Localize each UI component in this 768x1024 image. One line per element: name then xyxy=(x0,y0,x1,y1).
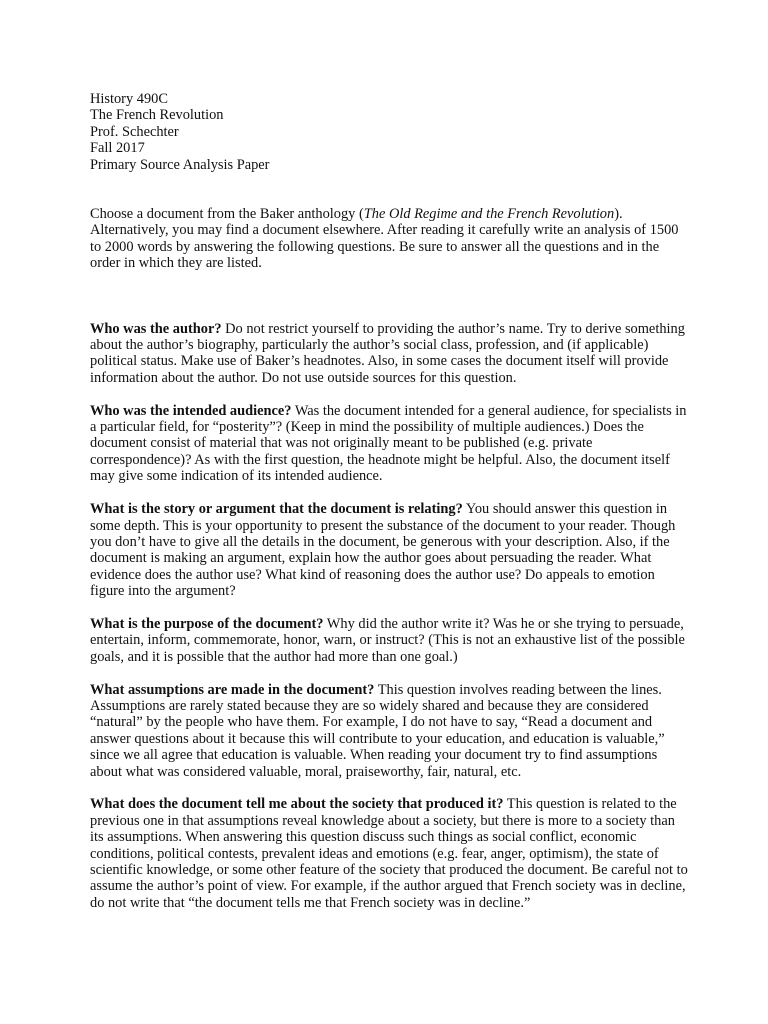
question-story xyxy=(90,501,690,599)
intro-text: ). Alternatively, you may find a document elsewhere. After reading it carefully write an analysis of 1500 to 2000 words by answering the following questions. Be sure to answer all the questions and in the order in which they are listed. xyxy=(90,206,679,272)
term: Fall 2017 xyxy=(90,140,145,157)
question-heading: What is the story or argument that the document is relating? xyxy=(90,501,463,518)
question-text: Was the document intended for a general audience, for specialists in a particular field, for “posterity”? (Keep in mind the possibility of multiple audiences.) Does the document consist of material that was not originally meant to be published (e.g. private correspondence)? As with the first question, the headnote might be helpful. Also, the document itself may give some indication of its intended audience. xyxy=(90,402,687,485)
question-purpose xyxy=(90,616,690,665)
question-text: Why did the author write it? Was he or she trying to persuade, entertain, inform, commemorate, honor, warn, or instruct? (This is not an exhaustive list of the possible goals, and it is possible that the author had more than one goal.) xyxy=(90,615,685,665)
question-heading: Who was the author? xyxy=(90,320,222,337)
question-heading: What does the document tell me about the society that produced it? xyxy=(90,796,504,813)
question-society xyxy=(90,796,690,911)
document-page xyxy=(90,91,690,911)
question-assumptions xyxy=(90,682,690,780)
course-title: The French Revolution xyxy=(90,107,224,124)
question-text: This question involves reading between the lines. Assumptions are rarely stated because they are so widely shared and because they are considered “natural” by the people who have them. For example, I do not have to say, “Read a document and answer questions about it because this will contribute to your education, and education is valuable,” since we all agree that education is valuable. When reading your document try to find assumptions about what was considered valuable, moral, praiseworthy, fair, natural, etc. xyxy=(90,681,665,780)
question-text: You should answer this question in some depth. This is your opportunity to present the substance of the document to your reader. Though you don’t have to give all the details in the document, be generous with your description. Also, if the document is making an argument, explain how the author goes about persuading the reader. What evidence does the author use? What kind of reasoning does the author use? Do appeals to emotion figure into the argument? xyxy=(90,501,676,600)
question-text: Do not restrict yourself to providing the author’s name. Try to derive something about the author’s biography, particularly the author’s social class, profession, and (if applicable) political status. Make use of Baker’s headnotes. Also, in some cases the document itself will provide information about the author. Do not use outside sources for this question. xyxy=(90,320,685,386)
intro-text: Choose a document from the Baker anthology ( xyxy=(90,206,364,223)
question-heading: What assumptions are made in the document? xyxy=(90,681,375,698)
intro-paragraph xyxy=(90,206,690,272)
assignment-title: Primary Source Analysis Paper xyxy=(90,156,270,173)
document-header xyxy=(90,91,690,173)
book-title: The Old Regime and the French Revolution xyxy=(363,206,615,223)
question-audience xyxy=(90,403,690,485)
question-heading: Who was the intended audience? xyxy=(90,402,292,419)
course-number: History 490C xyxy=(90,91,168,107)
professor-name: Prof. Schechter xyxy=(90,123,179,140)
question-author xyxy=(90,321,690,387)
question-text: This question is related to the previous one in that assumptions reveal knowledge about a society, but there is more to a society than its assumptions. When answering this question discuss such things as social conflict, economic conditions, political contests, prevalent ideas and emotions (e.g. fear, anger, optimism), the state of scientific knowledge, or some other feature of the society that produced the document. Be careful not to assume the author’s point of view. For example, if the author argued that French society was in decline, do not write that “the document tells me that French society was in decline.” xyxy=(90,796,688,911)
question-heading: What is the purpose of the document? xyxy=(90,615,324,632)
